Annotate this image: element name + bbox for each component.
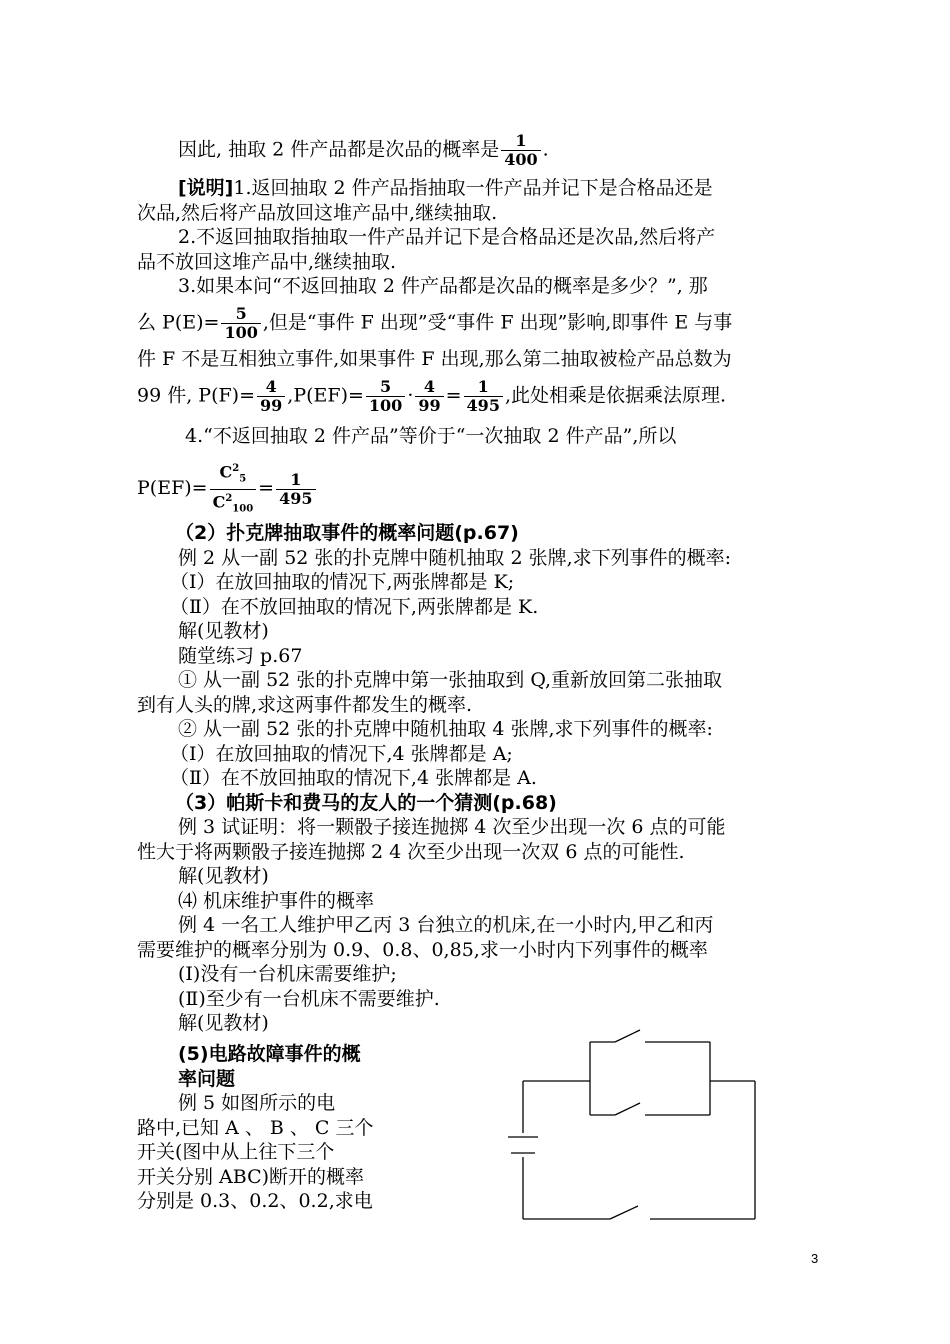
text-line: （Ⅰ）在放回抽取的情况下,4 张牌都是 A; xyxy=(170,743,513,765)
fraction: $\frac{1}{400}$ xyxy=(501,132,540,169)
text-line: 么 P(E)= $\frac{5}{100}$ ,但是“事件 F 出现”受“事件 F 出现”影响,即事件 E 与事 xyxy=(137,304,733,342)
text-line: 分别是 0.3、0.2、0.2,求电 xyxy=(137,1190,373,1212)
section-heading: （2）扑克牌抽取事件的概率问题(p.67) xyxy=(175,522,519,544)
text-line: 例 4 一名工人维护甲乙丙 3 台独立的机床,在一小时内,甲乙和丙 xyxy=(178,914,714,936)
text-line: （Ⅱ）在不放回抽取的情况下,两张牌都是 K. xyxy=(170,596,539,618)
section-heading: （3）帕斯卡和费马的友人的一个猜测(p.68) xyxy=(175,792,557,814)
text-line: (Ⅰ)没有一台机床需要维护; xyxy=(178,963,397,985)
text-line: ① 从一副 52 张的扑克牌中第一张抽取到 Q,重新放回第二张抽取 xyxy=(178,669,723,691)
text-line: （Ⅱ）在不放回抽取的情况下,4 张牌都是 A. xyxy=(170,767,537,789)
fraction: $\frac{1}{495}$ xyxy=(276,471,315,508)
text-line: 次品,然后将产品放回这堆产品中,继续抽取. xyxy=(137,202,498,224)
page-number: 3 xyxy=(811,1251,819,1266)
text-line: 品不放回这堆产品中,继续抽取. xyxy=(137,251,397,273)
text-line: （Ⅰ）在放回抽取的情况下,两张牌都是 K; xyxy=(170,571,515,593)
text-line: 4.“不返回抽取 2 件产品”等价于“一次抽取 2 件产品”,所以 xyxy=(185,425,677,447)
text-line: 例 5 如图所示的电 xyxy=(178,1092,336,1114)
circuit-diagram xyxy=(505,1025,775,1230)
text-line: 例 3 试证明：将一颗骰子接连抛掷 4 次至少出现一次 6 点的可能 xyxy=(178,816,726,838)
text-line: 2.不返回抽取指抽取一件产品并记下是合格品还是次品,然后将产 xyxy=(178,226,716,248)
fraction: $\frac{4}{99}$ xyxy=(415,378,443,415)
text-line: 解(见教材) xyxy=(178,1012,269,1034)
switch-b xyxy=(615,1103,640,1115)
text-line: P(EF)= $\frac{C^2_5}{C^2_{100}}$ = $\frac{1}{495}$ xyxy=(137,460,817,518)
text-line: 开关(图中从上往下三个 xyxy=(137,1141,335,1163)
switch-c xyxy=(610,1206,638,1219)
fraction: $\frac{5}{100}$ xyxy=(366,378,405,415)
text-line: 需要维护的概率分别为 0.9、0.8、0,85,求一小时内下列事件的概率 xyxy=(137,939,708,961)
combination-fraction: $\frac{C^2_5}{C^2_{100}}$ xyxy=(210,460,257,518)
text-line: 性大于将两颗骰子接连抛掷 2 4 次至少出现一次双 6 点的可能性. xyxy=(137,841,685,863)
section-heading: (5)电路故障事件的概 xyxy=(178,1043,361,1065)
text-line: (Ⅱ)至少有一台机床不需要维护. xyxy=(178,988,440,1010)
fraction: $\frac{5}{100}$ xyxy=(221,305,260,342)
text-line: ② 从一副 52 张的扑克牌中随机抽取 4 张牌,求下列事件的概率: xyxy=(178,718,713,740)
text-line: 解(见教材) xyxy=(178,620,269,642)
text-line: ⑷ 机床维护事件的概率 xyxy=(178,890,375,912)
text-line: 到有人头的牌,求这两事件都发生的概率. xyxy=(137,694,473,716)
text-line: 例 2 从一副 52 张的扑克牌中随机抽取 2 张牌,求下列事件的概率: xyxy=(178,547,732,569)
text-line: 件 F 不是互相独立事件,如果事件 F 出现,那么第二抽取被检产品总数为 xyxy=(137,348,732,370)
text-line: 路中,已知 A 、 B 、 C 三个 xyxy=(137,1117,374,1139)
text-line: 99 件, P(F)= $\frac{4}{99}$ ,P(EF)= $\frac{5}{100}$ · $\frac{4}{99}$ = $\frac{1}{495}$ ,此处相乘是依据乘法原理. xyxy=(137,377,727,415)
fraction: $\frac{1}{495}$ xyxy=(464,378,503,415)
switch-a xyxy=(615,1030,640,1042)
text-line: 随堂练习 p.67 xyxy=(178,645,303,667)
text-line: 开关分别 ABC)断开的概率 xyxy=(137,1166,365,1188)
section-heading: 率问题 xyxy=(178,1068,236,1090)
fraction: $\frac{4}{99}$ xyxy=(257,378,285,415)
text-line: 因此, 抽取 2 件产品都是次品的概率是 $\frac{1}{400}$ . xyxy=(178,131,549,169)
text-line: 3.如果本问“不返回抽取 2 件产品都是次品的概率是多少？”, 那 xyxy=(178,275,708,297)
text-line: 解(见教材) xyxy=(178,865,269,887)
text-line: [说明]1.返回抽取 2 件产品指抽取一件产品并记下是合格品还是 xyxy=(178,177,713,199)
